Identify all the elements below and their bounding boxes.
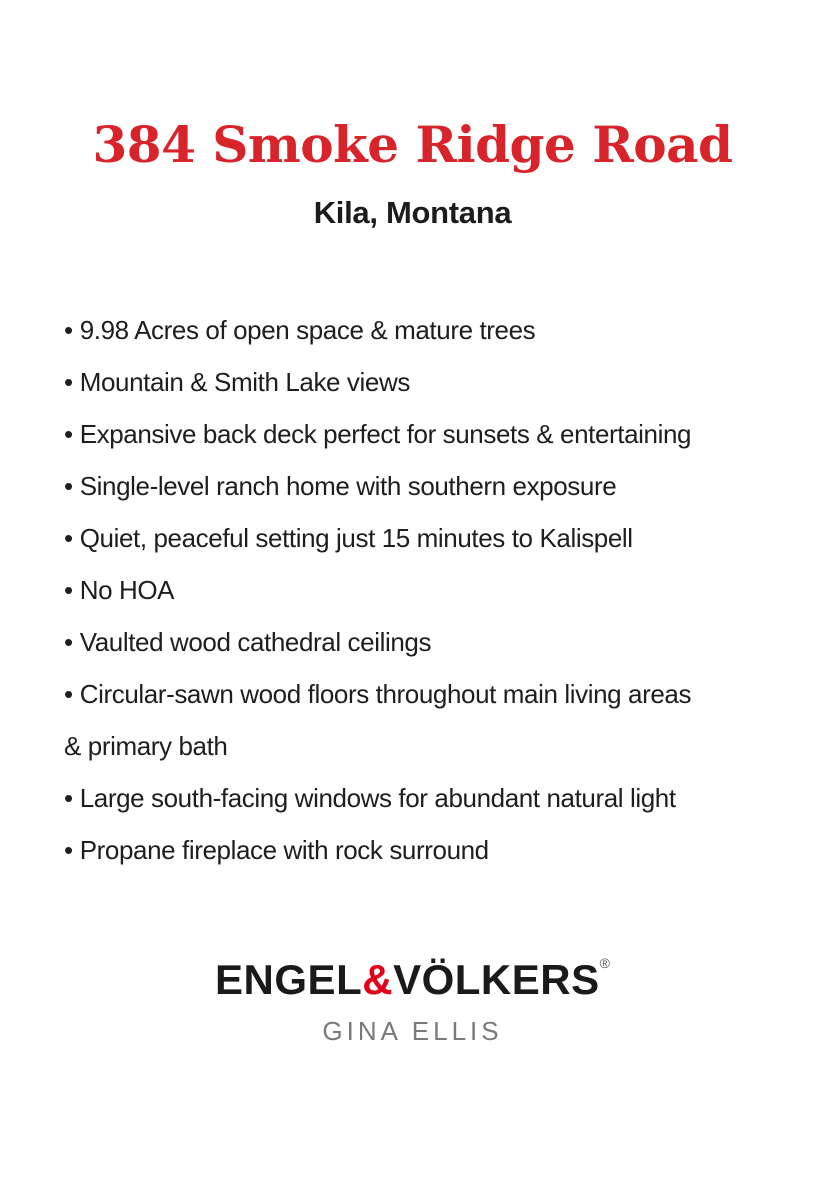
- feature-text: Mountain & Smith Lake views: [79, 367, 410, 397]
- page-subtitle: Kila, Montana: [313, 195, 512, 230]
- bullet-dot: •: [64, 783, 73, 813]
- feature-line: [64, 668, 805, 720]
- bullet-dot: •: [64, 315, 73, 345]
- feature-line: [64, 408, 805, 460]
- bullet-dot: •: [64, 523, 73, 553]
- feature-line: [64, 824, 805, 876]
- page-title: 384 Smoke Ridge Road: [92, 115, 733, 174]
- agent-name: GINA ELLIS: [322, 1016, 503, 1046]
- feature-line: [64, 460, 805, 512]
- feature-text: & primary bath: [64, 731, 228, 761]
- bullet-dot: •: [64, 679, 73, 709]
- feature-line: [64, 304, 805, 356]
- registered-trademark-icon: ®: [599, 955, 610, 971]
- feature-text: Vaulted wood cathedral ceilings: [79, 627, 432, 657]
- feature-line: [64, 512, 805, 564]
- feature-text: Propane fireplace with rock surround: [79, 835, 489, 865]
- feature-text: 9.98 Acres of open space & mature trees: [79, 315, 536, 345]
- feature-text: Single-level ranch home with southern exposure: [79, 471, 617, 501]
- feature-text: No HOA: [79, 575, 175, 605]
- listing-flyer: [0, 114, 825, 1182]
- bullet-dot: •: [64, 419, 73, 449]
- feature-line: [64, 616, 805, 668]
- brand-logo: [0, 936, 825, 1007]
- bullet-dot: •: [64, 627, 73, 657]
- bullet-dot: •: [64, 367, 73, 397]
- bullet-dot: •: [64, 471, 73, 501]
- brand-ampersand: &: [362, 956, 394, 1003]
- feature-text: Circular-sawn wood floors throughout main living areas: [79, 679, 692, 709]
- feature-line: [64, 356, 805, 408]
- bullet-dot: •: [64, 575, 73, 605]
- bullet-dot: •: [64, 835, 73, 865]
- feature-list: [0, 304, 825, 876]
- feature-line: [64, 564, 805, 616]
- feature-text: Large south-facing windows for abundant natural light: [79, 783, 676, 813]
- feature-line: [64, 772, 805, 824]
- feature-text: Expansive back deck perfect for sunsets & entertaining: [79, 419, 692, 449]
- feature-line-continuation: [64, 720, 805, 772]
- brand-volkers: VÖLKERS: [393, 956, 600, 1003]
- brand-engel: ENGEL: [215, 956, 363, 1003]
- feature-text: Quiet, peaceful setting just 15 minutes to Kalispell: [79, 523, 633, 553]
